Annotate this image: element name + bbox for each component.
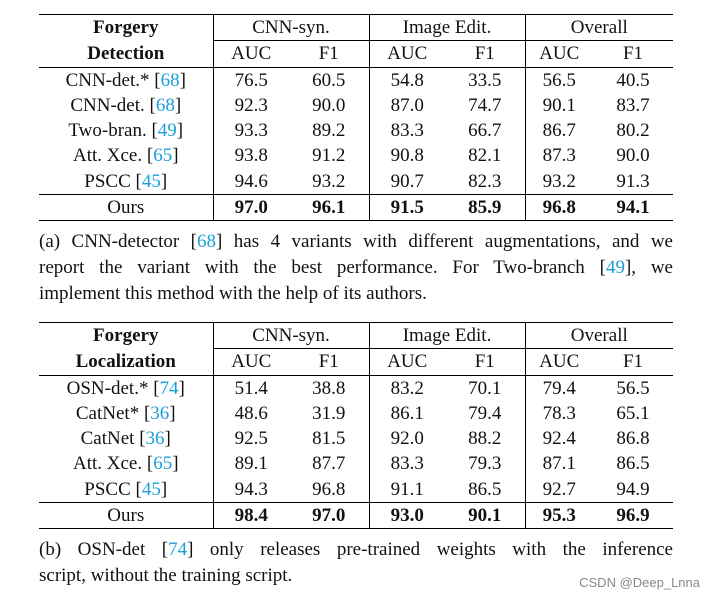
caption-line xyxy=(39,255,673,281)
caption-line xyxy=(39,537,673,563)
value-cell: 91.5 xyxy=(369,195,445,221)
value-cell: 82.1 xyxy=(445,143,525,168)
caption-line xyxy=(39,281,673,307)
method-cell: PSCC [45] xyxy=(39,169,213,195)
task-header-line1: Forgery xyxy=(39,15,213,41)
method-name: CatNet xyxy=(80,428,135,450)
value-cell: 90.8 xyxy=(390,145,424,167)
task-header-line2: Detection xyxy=(39,41,213,67)
citation-link[interactable]: 68 xyxy=(196,231,216,252)
value-cell: 40.5 xyxy=(616,69,650,91)
value-cell: 54.8 xyxy=(390,69,424,91)
caption-text: (b) OSN-det [ xyxy=(39,539,169,560)
caption-line xyxy=(39,563,673,589)
value-cell: 91.3 xyxy=(616,170,650,192)
value-cell: 94.9 xyxy=(616,478,650,500)
table-row xyxy=(39,169,673,195)
method-name: Ours xyxy=(39,503,213,529)
group-header-image-edit: Image Edit. xyxy=(369,323,525,349)
method-name: Two-bran. xyxy=(68,120,147,142)
table-row xyxy=(39,93,673,118)
value-cell: 87.0 xyxy=(390,94,424,116)
value-cell: 79.3 xyxy=(445,451,525,476)
value-cell: 96.8 xyxy=(289,477,369,503)
method-cell: CNN-det.* [68] xyxy=(39,67,213,93)
caption-text: report the variant with the best performance. For Two-branch [ xyxy=(39,257,606,278)
value-cell: 83.3 xyxy=(390,120,424,142)
citation-link[interactable]: 49 xyxy=(605,257,625,278)
citation-link[interactable]: 68 xyxy=(160,69,180,91)
value-cell: 92.0 xyxy=(390,428,424,450)
value-cell: 93.8 xyxy=(234,145,268,167)
caption-text: script, without the training script. xyxy=(39,565,293,586)
value-cell: 89.2 xyxy=(289,118,369,143)
caption-b xyxy=(39,537,673,589)
value-cell: 81.5 xyxy=(289,426,369,451)
metric-header: F1 xyxy=(289,349,369,375)
value-cell: 97.0 xyxy=(213,195,289,221)
table-row-ours xyxy=(39,503,673,529)
citation-link[interactable]: 36 xyxy=(150,402,170,424)
value-cell: 92.3 xyxy=(234,94,268,116)
watermark: CSDN @Deep_Lnna xyxy=(579,575,700,590)
group-header-cnn-syn: CNN-syn. xyxy=(213,323,369,349)
value-cell: 86.7 xyxy=(542,120,576,142)
value-cell: 83.7 xyxy=(616,94,650,116)
table-row xyxy=(39,451,673,476)
method-cell: Att. Xce. [65] xyxy=(39,143,213,168)
value-cell: 48.6 xyxy=(234,402,268,424)
method-name: PSCC xyxy=(84,478,131,500)
group-header-cnn-syn: CNN-syn. xyxy=(213,15,369,41)
value-cell: 94.6 xyxy=(234,170,268,192)
value-cell: 93.3 xyxy=(234,120,268,142)
method-cell: Two-bran. [49] xyxy=(39,118,213,143)
method-name: CNN-det.* xyxy=(65,69,150,91)
value-cell: 56.5 xyxy=(542,69,576,91)
table-row xyxy=(39,401,673,426)
method-cell: OSN-det.* [74] xyxy=(39,375,213,401)
method-name: Att. Xce. xyxy=(72,145,143,167)
value-cell: 33.5 xyxy=(445,67,525,93)
method-cell: CNN-det. [68] xyxy=(39,93,213,118)
value-cell: 96.1 xyxy=(289,195,369,221)
metric-header: F1 xyxy=(289,41,369,67)
value-cell: 88.2 xyxy=(445,426,525,451)
results-table-a xyxy=(39,14,673,221)
caption-a xyxy=(39,229,673,307)
value-cell: 82.3 xyxy=(445,169,525,195)
value-cell: 90.7 xyxy=(390,170,424,192)
metric-header: F1 xyxy=(593,41,673,67)
value-cell: 86.1 xyxy=(390,402,424,424)
value-cell: 95.3 xyxy=(525,503,593,529)
method-name: CNN-det. xyxy=(70,94,145,116)
method-cell: CatNet* [36] xyxy=(39,401,213,426)
group-header-overall: Overall xyxy=(525,15,673,41)
caption-text: implement this method with the help of its authors. xyxy=(39,283,427,304)
value-cell: 83.2 xyxy=(390,377,424,399)
table-forgery-detection xyxy=(39,14,673,221)
metric-header: AUC xyxy=(525,349,593,375)
value-cell: 92.4 xyxy=(542,428,576,450)
citation-link[interactable]: 49 xyxy=(157,120,177,142)
value-cell: 74.7 xyxy=(445,93,525,118)
value-cell: 93.2 xyxy=(542,170,576,192)
value-cell: 93.2 xyxy=(289,169,369,195)
citation-link[interactable]: 36 xyxy=(145,428,165,450)
value-cell: 98.4 xyxy=(213,503,289,529)
value-cell: 83.3 xyxy=(390,453,424,475)
metric-header: F1 xyxy=(445,41,525,67)
value-cell: 86.5 xyxy=(616,453,650,475)
task-header-line2: Localization xyxy=(39,349,213,375)
method-cell: Att. Xce. [65] xyxy=(39,451,213,476)
value-cell: 92.7 xyxy=(542,478,576,500)
group-header-image-edit: Image Edit. xyxy=(369,15,525,41)
metric-header: AUC xyxy=(213,349,289,375)
value-cell: 51.4 xyxy=(234,377,268,399)
citation-link[interactable]: 74 xyxy=(168,539,188,560)
table-row-ours xyxy=(39,195,673,221)
citation-link[interactable]: 45 xyxy=(141,170,161,192)
method-name: OSN-det.* xyxy=(66,377,149,399)
value-cell: 92.5 xyxy=(234,428,268,450)
citation-link[interactable]: 65 xyxy=(153,453,173,475)
value-cell: 94.1 xyxy=(593,195,673,221)
value-cell: 96.9 xyxy=(593,503,673,529)
metric-header: AUC xyxy=(525,41,593,67)
value-cell: 86.8 xyxy=(616,428,650,450)
caption-text: ] only releases pre-trained weights with the inference xyxy=(187,539,673,560)
citation-link[interactable]: 65 xyxy=(153,145,173,167)
value-cell: 96.8 xyxy=(525,195,593,221)
method-cell: CatNet [36] xyxy=(39,426,213,451)
metric-header: F1 xyxy=(445,349,525,375)
value-cell: 87.3 xyxy=(542,145,576,167)
table-row xyxy=(39,426,673,451)
method-name: CatNet* xyxy=(75,402,140,424)
results-table-b xyxy=(39,322,673,529)
metric-header: AUC xyxy=(369,41,445,67)
value-cell: 66.7 xyxy=(445,118,525,143)
table-forgery-localization xyxy=(39,322,673,529)
value-cell: 90.1 xyxy=(542,94,576,116)
value-cell: 86.5 xyxy=(445,477,525,503)
value-cell: 38.8 xyxy=(289,375,369,401)
metric-header: F1 xyxy=(593,349,673,375)
value-cell: 87.1 xyxy=(542,453,576,475)
value-cell: 89.1 xyxy=(234,453,268,475)
citation-link[interactable]: 68 xyxy=(155,94,175,116)
citation-link[interactable]: 74 xyxy=(159,377,179,399)
table-row xyxy=(39,375,673,401)
table-row xyxy=(39,477,673,503)
value-cell: 97.0 xyxy=(289,503,369,529)
value-cell: 93.0 xyxy=(369,503,445,529)
metric-header: AUC xyxy=(213,41,289,67)
value-cell: 85.9 xyxy=(445,195,525,221)
value-cell: 90.0 xyxy=(616,145,650,167)
value-cell: 87.7 xyxy=(289,451,369,476)
value-cell: 56.5 xyxy=(616,377,650,399)
value-cell: 80.2 xyxy=(616,120,650,142)
table-row xyxy=(39,67,673,93)
task-header-line1: Forgery xyxy=(39,323,213,349)
caption-text: (a) CNN-detector [ xyxy=(39,231,197,252)
method-name: PSCC xyxy=(84,170,131,192)
value-cell: 90.0 xyxy=(289,93,369,118)
value-cell: 70.1 xyxy=(445,375,525,401)
caption-line xyxy=(39,229,673,255)
value-cell: 76.5 xyxy=(234,69,268,91)
method-cell: PSCC [45] xyxy=(39,477,213,503)
value-cell: 31.9 xyxy=(289,401,369,426)
value-cell: 94.3 xyxy=(234,478,268,500)
citation-link[interactable]: 45 xyxy=(141,478,161,500)
method-name: Att. Xce. xyxy=(72,453,143,475)
value-cell: 91.2 xyxy=(289,143,369,168)
table-row xyxy=(39,143,673,168)
group-header-overall: Overall xyxy=(525,323,673,349)
method-name: Ours xyxy=(39,195,213,221)
value-cell: 78.3 xyxy=(542,402,576,424)
metric-header: AUC xyxy=(369,349,445,375)
value-cell: 90.1 xyxy=(445,503,525,529)
value-cell: 79.4 xyxy=(542,377,576,399)
caption-text: ] has 4 variants with different augmentations, and we xyxy=(215,231,673,252)
value-cell: 79.4 xyxy=(445,401,525,426)
value-cell: 91.1 xyxy=(390,478,424,500)
value-cell: 60.5 xyxy=(289,67,369,93)
caption-text: ], we xyxy=(624,257,673,278)
table-row xyxy=(39,118,673,143)
value-cell: 65.1 xyxy=(616,402,650,424)
